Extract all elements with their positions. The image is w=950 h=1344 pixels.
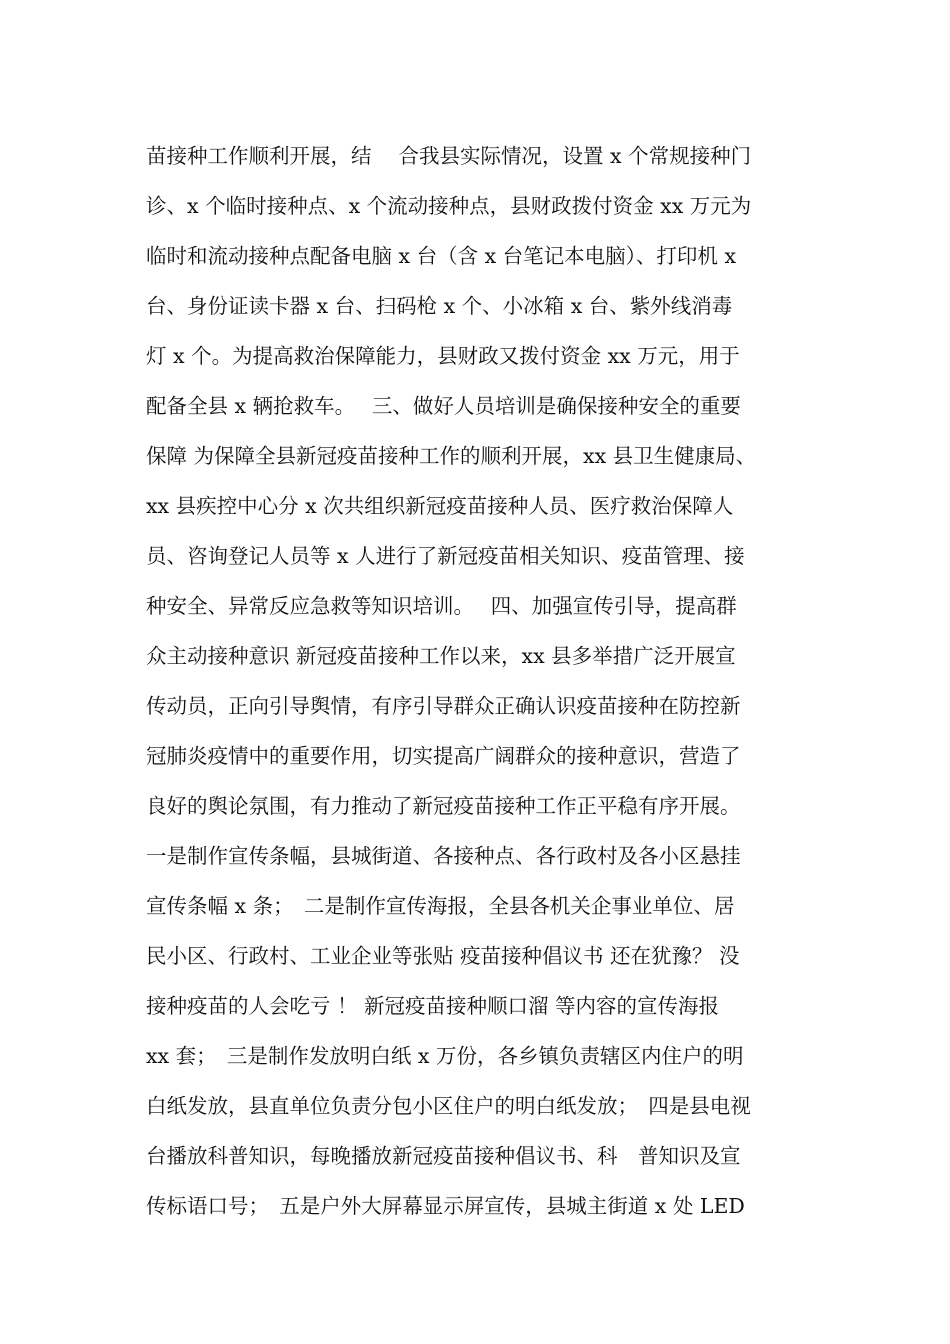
text-line: 众主动接种意识 新冠疫苗接种工作以来，xx 县多举措广泛开展宣 xyxy=(146,644,736,668)
text-line: 台、身份证读卡器 x 台、扫码枪 x 个、小冰箱 x 台、紫外线消毒 xyxy=(146,294,733,318)
text-line: 民小区、行政村、工业企业等张贴 疫苗接种倡议书 还在犹豫？ 没 xyxy=(146,944,740,968)
text-line: 种安全、异常反应急救等知识培训。 四、加强宣传引导，提高群 xyxy=(146,594,737,618)
text-line: 宣传条幅 x 条； 二是制作宣传海报，全县各机关企事业单位、居 xyxy=(146,894,735,918)
text-line: 一是制作宣传条幅，县城街道、各接种点、各行政村及各小区悬挂 xyxy=(146,844,741,868)
text-line: 传标语口号； 五是户外大屏幕显示屏宣传，县城主街道 x 处 LED xyxy=(146,1194,745,1218)
body-text xyxy=(146,131,826,1231)
text-line: xx 套； 三是制作发放明白纸 x 万份，各乡镇负责辖区内住户的明 xyxy=(146,1044,744,1068)
text-line: 员、咨询登记人员等 x 人进行了新冠疫苗相关知识、疫苗管理、接 xyxy=(146,544,745,568)
text-line: 苗接种工作顺利开展，结 合我县实际情况，设置 x 个常规接种门 xyxy=(146,144,752,168)
text-line: 台播放科普知识，每晚播放新冠疫苗接种倡议书、科 普知识及宣 xyxy=(146,1144,741,1168)
text-line: xx 县疾控中心分 x 次共组织新冠疫苗接种人员、医疗救治保障人 xyxy=(146,494,734,518)
text-line: 诊、x 个临时接种点、x 个流动接种点，县财政拨付资金 xx 万元为 xyxy=(146,194,752,218)
text-line: 良好的舆论氛围，有力推动了新冠疫苗接种工作正平稳有序开展。 xyxy=(146,794,741,818)
text-line: 临时和流动接种点配备电脑 x 台（含 x 台笔记本电脑）、打印机 x xyxy=(146,244,737,268)
text-line: 接种疫苗的人会吃亏 ！ 新冠疫苗接种顺口溜 等内容的宣传海报 xyxy=(146,994,720,1018)
text-line: 冠肺炎疫情中的重要作用，切实提高广阔群众的接种意识，营造了 xyxy=(146,744,741,768)
text-line: 灯 x 个。为提高救治保障能力，县财政又拨付资金 xx 万元，用于 xyxy=(146,344,740,368)
text-line: 传动员，正向引导舆情，有序引导群众正确认识疫苗接种在防控新 xyxy=(146,694,741,718)
text-line: 保障 为保障全县新冠疫苗接种工作的顺利开展，xx 县卫生健康局、 xyxy=(146,444,757,468)
text-line: 配备全县 x 辆抢救车。 三、做好人员培训是确保接种安全的重要 xyxy=(146,394,741,418)
text-line: 白纸发放，县直单位负责分包小区住户的明白纸发放； 四是县电视 xyxy=(146,1094,751,1118)
